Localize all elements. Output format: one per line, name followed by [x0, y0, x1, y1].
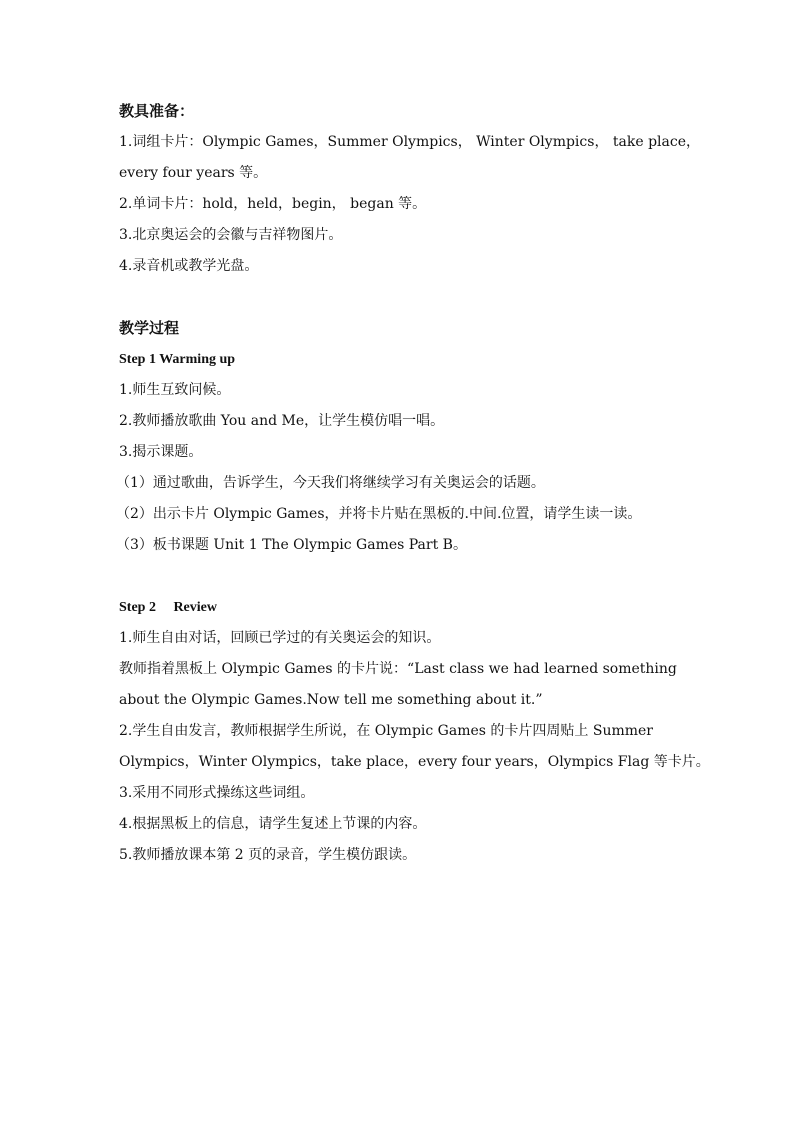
materials-line-2: every four years 等。	[119, 165, 268, 181]
step2-heading: Step 2 Review	[119, 600, 217, 615]
step2-line-2: 教师指着黑板上 Olympic Games 的卡片说：“Last class we had learned something	[119, 661, 677, 677]
step1-line-6: （3）板书课题 Unit 1 The Olympic Games Part B。	[116, 537, 467, 553]
step1-line-2: 2.教师播放歌曲 You and Me，让学生模仿唱一唱。	[119, 413, 445, 429]
materials-line-5: 4.录音机或教学光盘。	[119, 258, 259, 274]
materials-line-1: 1.词组卡片：Olympic Games，Summer Olympics， Winter Olympics， take place，	[119, 134, 700, 150]
step2-line-4: 2.学生自由发言，教师根据学生所说，在 Olympic Games 的卡片四周贴上 Summer	[119, 723, 653, 739]
step2-line-1: 1.师生自由对话，回顾已学过的有关奥运会的知识。	[119, 630, 441, 646]
step2-line-7: 4.根据黑板上的信息，请学生复述上节课的内容。	[119, 816, 427, 832]
step1-line-5: （2）出示卡片 Olympic Games，并将卡片贴在黑板的.中间.位置，请学生读一读。	[116, 506, 642, 522]
step1-line-1: 1.师生互致问候。	[119, 382, 231, 398]
step1-line-3: 3.揭示课题。	[119, 444, 203, 460]
step2-line-5: Olympics，Winter Olympics，take place，every four years，Olympics Flag 等卡片。	[119, 754, 710, 770]
materials-line-3: 2.单词卡片：hold，held，begin， began 等。	[119, 196, 427, 212]
spacer	[119, 561, 679, 592]
materials-line-4: 3.北京奥运会的会徽与吉祥物图片。	[119, 227, 343, 243]
step2-line-8: 5.教师播放课本第 2 页的录音，学生模仿跟读。	[119, 847, 417, 863]
step2-line-3: about the Olympic Games.Now tell me something about it.”	[119, 692, 543, 708]
step2-line-6: 3.采用不同形式操练这些词组。	[119, 785, 315, 801]
materials-heading: 教具准备：	[119, 102, 195, 120]
step1-heading: Step 1 Warming up	[119, 352, 236, 367]
step1-line-4: （1）通过歌曲，告诉学生，今天我们将继续学习有关奥运会的话题。	[116, 475, 545, 491]
document-page	[116, 96, 710, 871]
spacer	[119, 282, 679, 313]
process-heading: 教学过程	[119, 319, 180, 337]
